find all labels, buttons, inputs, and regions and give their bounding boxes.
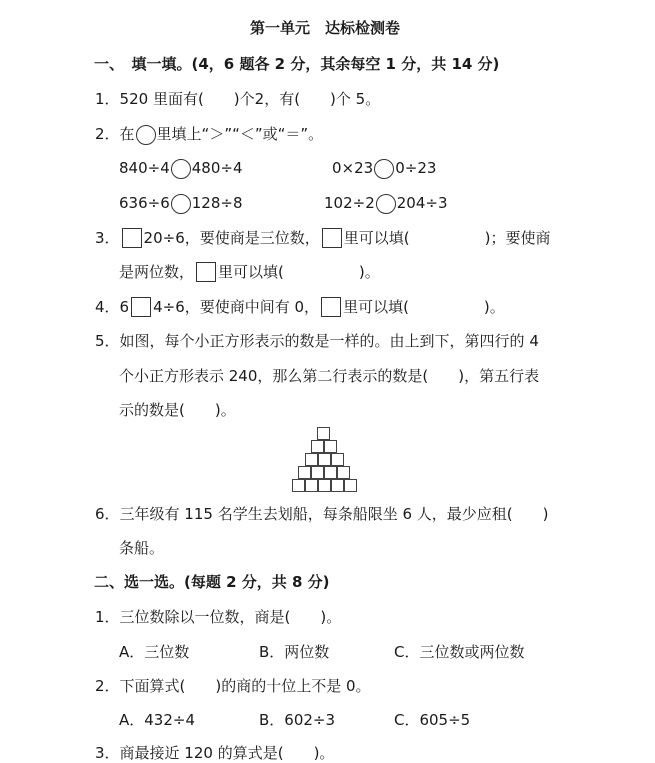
section-1-heading: 一、 填一填。(4，6 题各 2 分，其余每空 1 分，共 14 分) [94, 55, 500, 73]
option-2-1-c: C．三位数或两位数 [394, 643, 525, 661]
square-pyramid-figure [292, 427, 362, 497]
blank-square [131, 297, 151, 317]
option-2-1-b: B．两位数 [259, 643, 330, 661]
question-1-6-line2: 条船。 [119, 539, 165, 557]
compare-circle [136, 125, 156, 145]
blank-square [122, 228, 142, 248]
compare-item-c: 636÷6 128÷8 [119, 194, 243, 212]
page-title: 第一单元 达标检测卷 [250, 19, 401, 37]
question-1-3-line2: 是两位数， 里可以填( )。 [119, 263, 380, 281]
compare-circle [171, 194, 191, 214]
option-2-2-c: C．605÷5 [394, 711, 471, 729]
question-1-3: 3． 20÷6，要使商是三位数， 里可以填( )；要使商 [95, 229, 551, 247]
question-1-4: 4．6 4÷6，要使商中间有 0， 里可以填( )。 [95, 298, 505, 316]
option-2-2-a: A．432÷4 [119, 711, 196, 729]
option-2-1-a: A．三位数 [119, 643, 190, 661]
blank-square [196, 262, 216, 282]
option-2-2-b: B．602÷3 [259, 711, 336, 729]
question-1-6-line1: 6．三年级有 115 名学生去划船，每条船限坐 6 人，最少应租( ) [95, 505, 549, 523]
blank-square [322, 228, 342, 248]
compare-item-d: 102÷2 204÷3 [324, 194, 448, 212]
compare-item-a: 840÷4 480÷4 [119, 159, 243, 177]
question-1-2: 2．在 里填上“＞”“＜”或“＝”。 [95, 125, 324, 143]
blank-square [321, 297, 341, 317]
question-2-1: 1．三位数除以一位数，商是( )。 [95, 608, 342, 626]
question-1-1: 1．520 里面有( )个2，有( )个 5。 [95, 90, 381, 108]
section-2-heading: 二、选一选。(每题 2 分，共 8 分) [94, 573, 330, 591]
compare-circle [374, 159, 394, 179]
question-1-5-line2: 个小正方形表示 240，那么第二行表示的数是( )，第五行表 [119, 367, 540, 385]
question-2-2: 2．下面算式( )的商的十位上不是 0。 [95, 677, 371, 695]
question-1-5-line1: 5．如图，每个小正方形表示的数是一样的。由上到下，第四行的 4 [95, 332, 539, 350]
question-2-3: 3．商最接近 120 的算式是( )。 [95, 744, 335, 762]
compare-circle [171, 159, 191, 179]
question-1-5-line3: 示的数是( )。 [119, 401, 236, 419]
compare-circle [376, 194, 396, 214]
compare-item-b: 0×23 0÷23 [332, 159, 437, 177]
